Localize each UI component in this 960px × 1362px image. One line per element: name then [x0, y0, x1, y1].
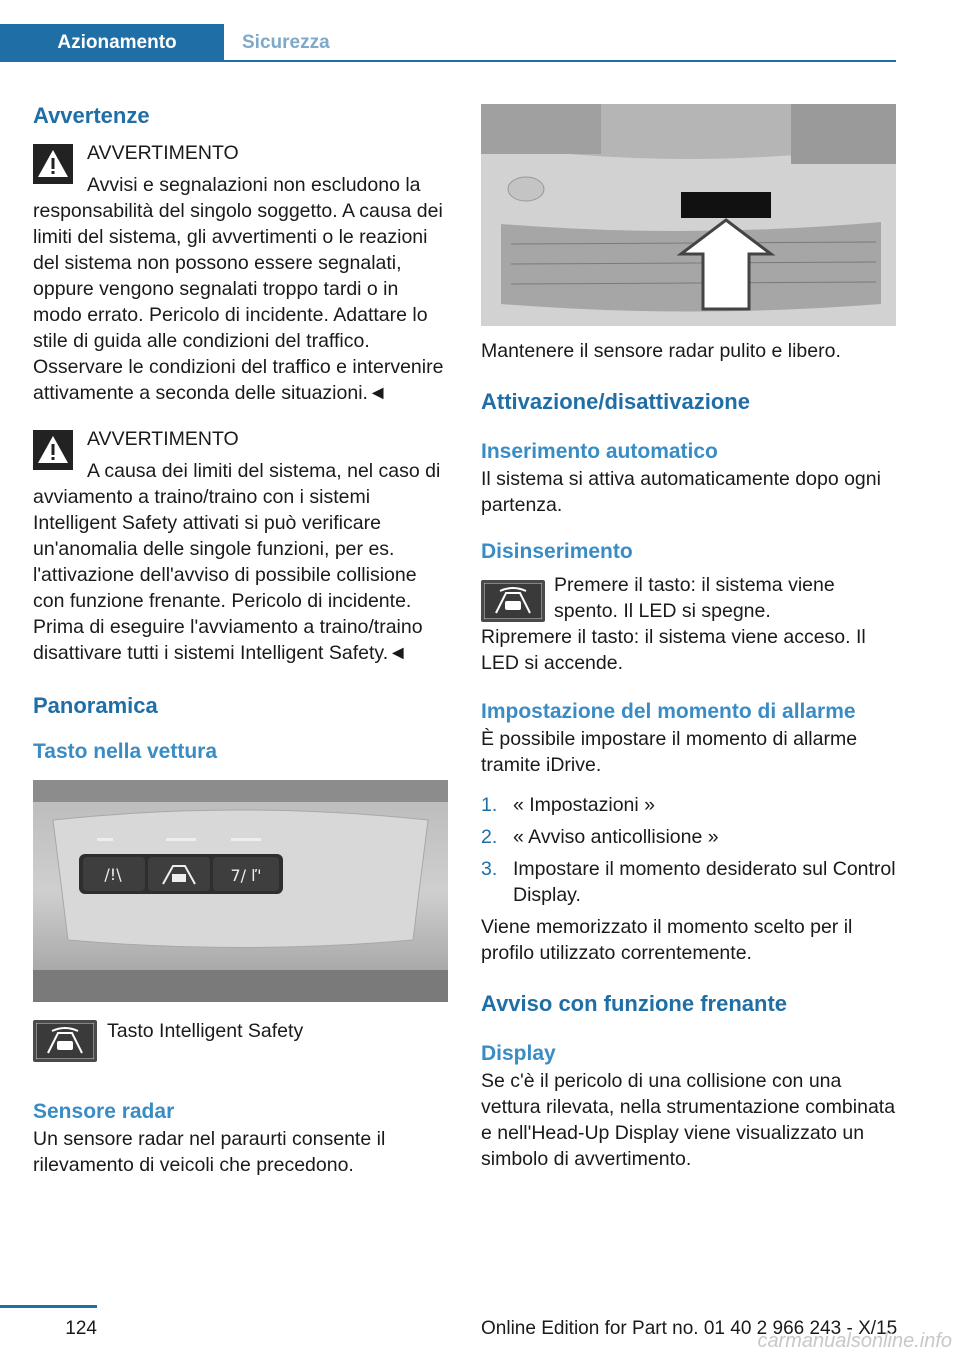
footer-divider [0, 1305, 97, 1308]
tasto-caption-row [33, 1020, 448, 1062]
warning-2-text: A causa dei limiti del sistema, nel caso di avviamento a traino/traino con i sistemi Intelligent Safety attivati si può verificare un'anomalia delle singole funzioni, per es. l'attivazione dell'avviso di possibile collisione con funzione frenante. Pericolo di incidente. Prima di eseguire l'avviamento a traino/traino disattivare tutti i sistemi Intelligent Safety.◄ [33, 460, 441, 664]
svg-text:7/ ľ': 7/ ľ' [230, 866, 262, 885]
heading-panoramica: Panoramica [33, 693, 158, 718]
memorizzato-text: Viene memorizzato il momento scelto per il profilo utilizzato correntemente. [481, 916, 853, 964]
watermark: carmanualsonline.info [757, 1330, 952, 1352]
tab-sicurezza[interactable]: Sicurezza [242, 32, 330, 53]
warning-1-text: Avvisi e segnalazioni non escludono la responsabilità del singolo soggetto. A causa dei limiti del sistema, gli avvertimenti o le reazioni del sistema non possono essere segnalati, oppure vengono segnalati troppo tardi o in modo errato. Pericolo di incidente. Adattare lo stile di guida alle condizioni del traffico. Osservare le condizioni del traffico e intervenire attivamente a seconda delle situazioni.◄ [33, 174, 444, 404]
heading-tasto-nella-vettura: Tasto nella vettura [33, 740, 217, 763]
inserimento-text: Il sistema si attiva automaticamente dopo ogni partenza. [481, 468, 881, 516]
heading-inserimento: Inserimento automatico [481, 440, 718, 463]
heading-disinserimento: Disinserimento [481, 540, 633, 563]
warning-triangle-icon [33, 144, 73, 184]
warning-block-1 [33, 140, 448, 406]
radar-caption: Mantenere il sensore radar pulito e libero. [481, 340, 841, 362]
ripremere-text: Ripremere il tasto: il sistema viene acceso. Il LED si accende. [481, 626, 866, 674]
list-item: 2. « Avviso anticollisione » [481, 826, 719, 848]
display-text: Se c'è il pericolo di una collisione con una vettura rilevata, nella strumentazione combinata e nell'Head-Up Display viene visualizzato un simbolo di avvertimento. [481, 1070, 896, 1170]
tasto-caption: Tasto Intelligent Safety [107, 1020, 304, 1042]
heading-sensore-radar: Sensore radar [33, 1100, 175, 1123]
heading-impostazione: Impostazione del momento di allarme [481, 700, 856, 723]
disinserimento-row [481, 572, 896, 624]
heading-attivazione: Attivazione/disattivazione [481, 389, 750, 414]
header-divider [224, 60, 896, 62]
right-column [481, 104, 896, 1172]
heading-display: Display [481, 1042, 556, 1065]
heading-avvertenze: Avvertenze [33, 103, 150, 128]
tab-azionamento[interactable]: Azionamento [0, 24, 224, 62]
warning-2-title: AVVERTIMENTO [87, 428, 239, 450]
footer-edition: Online Edition for Part no. 01 40 2 966 243 - X/15 [481, 1318, 898, 1339]
steps-list [481, 792, 896, 908]
button-panel-photo [33, 780, 448, 1002]
page-number: 124 [65, 1318, 97, 1339]
disinserimento-text: Premere il tasto: il sistema viene spento. Il LED si spegne. [554, 574, 835, 622]
warning-1-title: AVVERTIMENTO [87, 142, 239, 164]
impostazione-text: È possibile impostare il momento di allarme tramite iDrive. [481, 728, 858, 776]
radar-sensor-photo [481, 104, 896, 326]
warning-triangle-icon [33, 430, 73, 470]
warning-block-2 [33, 426, 448, 666]
list-item: 3. Impostare il momento desiderato sul Control Display. [481, 858, 896, 906]
left-column [33, 100, 448, 1178]
svg-text:/!\: /!\ [104, 865, 122, 884]
heading-avviso: Avviso con funzione frenante [481, 991, 788, 1016]
list-item: 1. « Impostazioni » [481, 794, 655, 816]
sensore-text: Un sensore radar nel paraurti consente il rilevamento di veicoli che precedono. [33, 1128, 386, 1176]
intelligent-safety-button-icon [33, 1020, 97, 1062]
page-header [0, 0, 896, 62]
intelligent-safety-button-icon [481, 580, 545, 622]
